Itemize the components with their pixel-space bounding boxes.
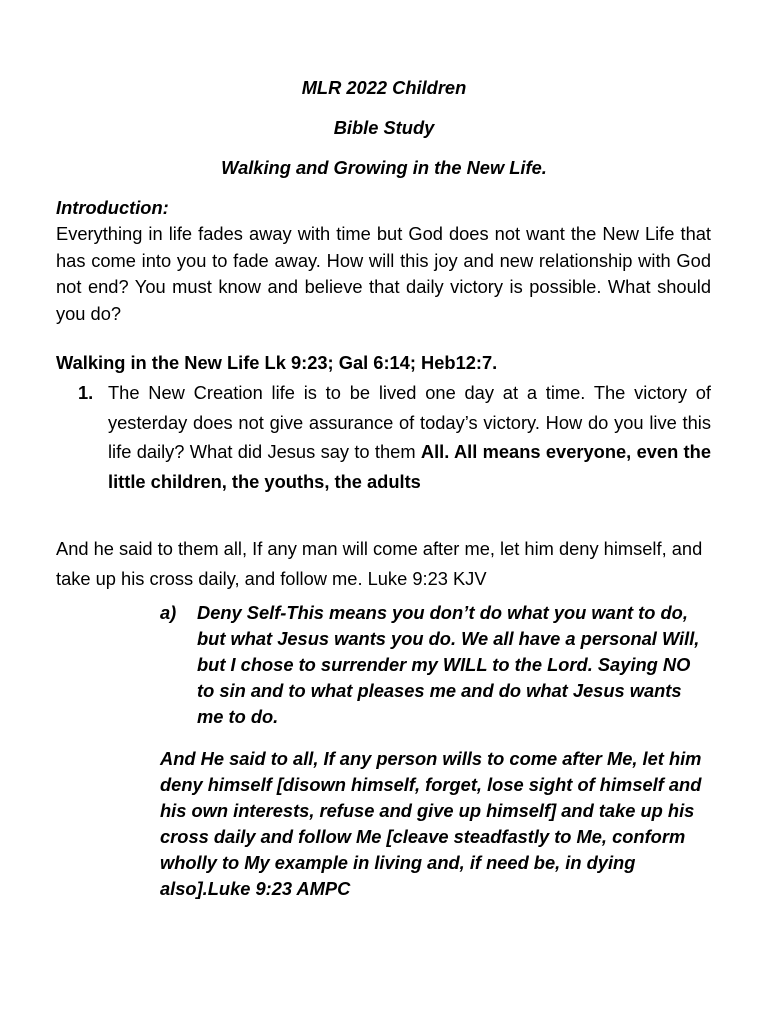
sub-point-text: Deny Self-This means you don’t do what you want to do, but what Jesus wants you do. We all have a personal Will, but I chose to surrender my WILL to the Lord. Saying NO to sin and to what pleases me and do what Jesus wants me to do. <box>197 602 700 727</box>
sub-point-a <box>160 600 712 730</box>
introduction-heading: Introduction: <box>56 197 169 218</box>
list-item-number: 1. <box>78 382 94 403</box>
sub-point-label: a) <box>160 602 177 623</box>
list-item-plain-text: The New Creation life is to be lived one day at a time. The victory of yesterday does not give assurance of today’s victory. How do you live this life daily? What did Jesus say to them <box>108 382 711 462</box>
scripture-verse-ampc: And He said to all, If any person wills to come after Me, let him deny himself [disown himself, forget, lose sight of himself and his own interests, refuse and give up himself] and take up his cross daily and follow Me [cleave steadfastly to Me, conform wholly to My example in living and, if need be, in dying also].Luke 9:23 AMPC <box>160 748 702 899</box>
list-item-bold-text: All. All means everyone, even the little children, the youths, the adults <box>108 441 711 492</box>
document-title: MLR 2022 Children <box>301 77 467 98</box>
list-item-1 <box>56 378 711 496</box>
document-subtitle: Bible Study <box>333 117 435 138</box>
scripture-verse-kjv: And he said to them all, If any man will come after me, let him deny himself, and take up his cross daily, and follow me. Luke 9:23 KJV <box>56 538 703 589</box>
study-topic: Walking and Growing in the New Life. <box>221 157 547 178</box>
section-heading: Walking in the New Life Lk 9:23; Gal 6:14; Heb12:7. <box>56 352 498 373</box>
list-item-text <box>108 378 711 496</box>
introduction-paragraph: Everything in life fades away with time but God does not want the New Life that has come into you to fade away. How will this joy and new relationship with God not end? You must know and believe that daily victory is possible. What should you do? <box>56 223 711 324</box>
